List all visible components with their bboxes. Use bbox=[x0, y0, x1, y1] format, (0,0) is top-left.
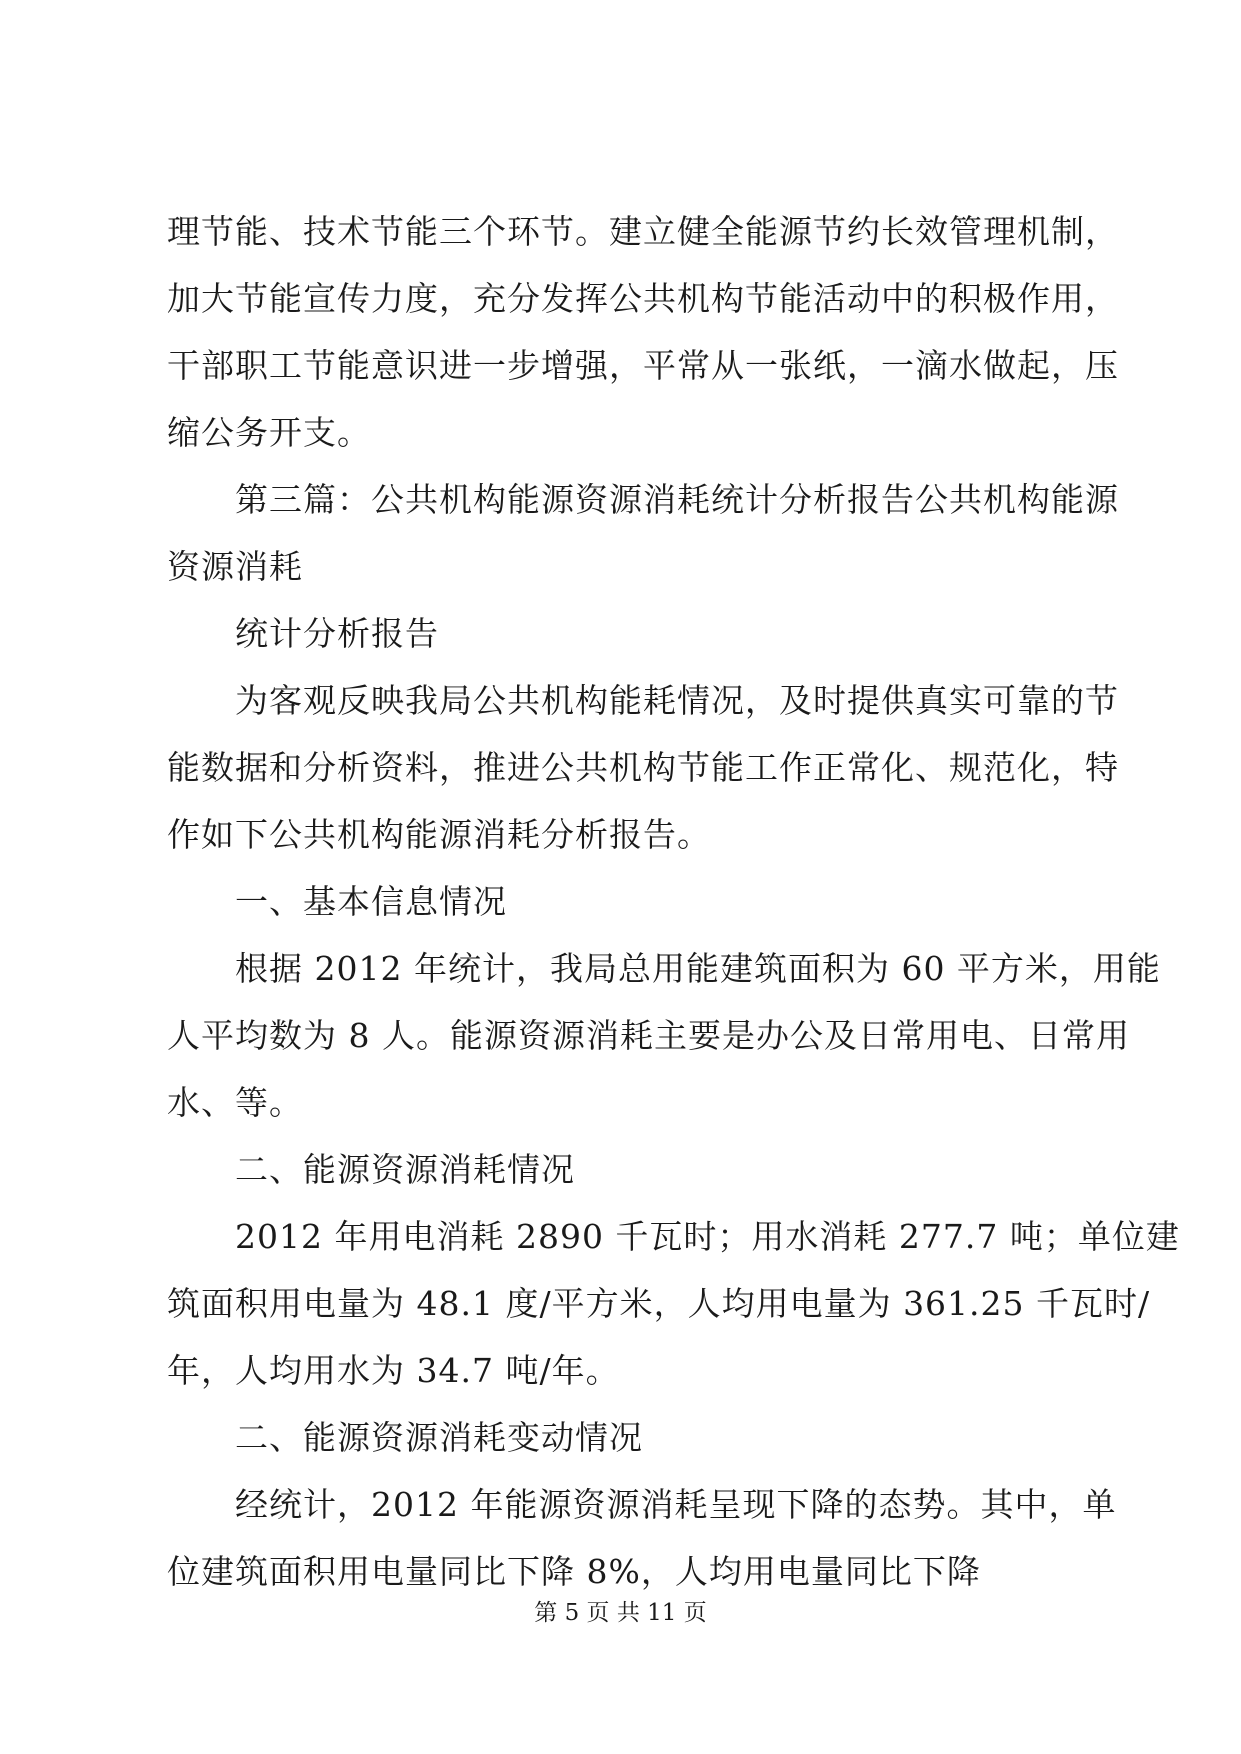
text-line: 作如下公共机构能源消耗分析报告。 bbox=[167, 815, 711, 854]
subsection-heading: 一、基本信息情况 bbox=[235, 882, 507, 921]
text-line: 水、等。 bbox=[167, 1083, 303, 1122]
report-title: 统计分析报告 bbox=[235, 614, 439, 653]
section-heading-continued: 资源消耗 bbox=[167, 547, 303, 586]
text-line: 理节能、技术节能三个环节。建立健全能源节约长效管理机制， bbox=[167, 212, 1119, 251]
text-line: 年，人均用水为 34.7 吨/年。 bbox=[167, 1351, 620, 1390]
text-line: 能数据和分析资料，推进公共机构节能工作正常化、规范化，特 bbox=[167, 748, 1119, 787]
text-line: 人平均数为 8 人。能源资源消耗主要是办公及日常用电、日常用 bbox=[167, 1016, 1130, 1055]
text-line: 干部职工节能意识进一步增强，平常从一张纸，一滴水做起，压 bbox=[167, 346, 1119, 385]
text-line: 筑面积用电量为 48.1 度/平方米，人均用电量为 361.25 千瓦时/ bbox=[167, 1284, 1151, 1323]
subsection-heading: 二、能源资源消耗情况 bbox=[235, 1150, 575, 1189]
document-body bbox=[167, 198, 1180, 1605]
section-heading: 第三篇：公共机构能源资源消耗统计分析报告公共机构能源 bbox=[235, 480, 1119, 519]
text-line: 根据 2012 年统计，我局总用能建筑面积为 60 平方米，用能 bbox=[235, 949, 1161, 988]
subsection-heading: 二、能源资源消耗变动情况 bbox=[235, 1418, 643, 1457]
text-line: 经统计，2012 年能源资源消耗呈现下降的态势。其中，单 bbox=[235, 1485, 1117, 1524]
text-line: 位建筑面积用电量同比下降 8%，人均用电量同比下降 bbox=[167, 1552, 981, 1591]
page-footer: 第 5 页 共 11 页 bbox=[534, 1600, 707, 1626]
text-line: 缩公务开支。 bbox=[167, 413, 371, 452]
text-line: 加大节能宣传力度，充分发挥公共机构节能活动中的积极作用， bbox=[167, 279, 1119, 318]
text-line: 2012 年用电消耗 2890 千瓦时；用水消耗 277.7 吨；单位建 bbox=[235, 1217, 1180, 1256]
text-line: 为客观反映我局公共机构能耗情况，及时提供真实可靠的节 bbox=[235, 681, 1119, 720]
